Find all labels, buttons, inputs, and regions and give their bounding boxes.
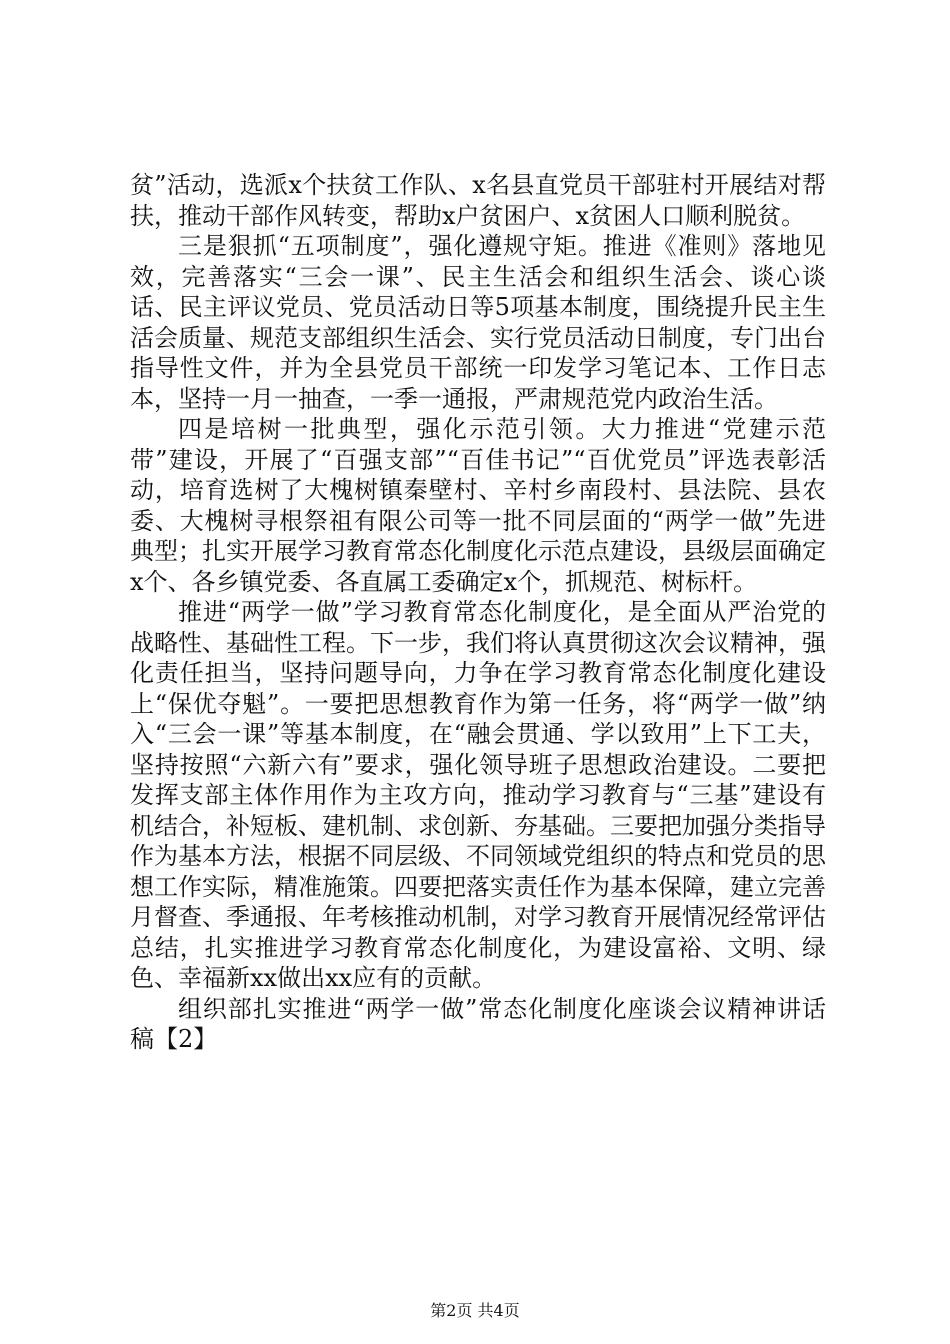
page-number-footer: 第2页 共4页 [430, 1301, 520, 1320]
paragraph-1: 贫”活动，选派x个扶贫工作队、x名县直党员干部驻村开展结对帮扶，推动干部作风转变，帮助x户贫困户、x贫困人口顺利脱贫。 [130, 171, 826, 230]
document-body [130, 170, 826, 1055]
paragraph-3: 四是培树一批典型，强化示范引领。大力推进“党建示范带”建设，开展了“百强支部”“百佳书记”“百优党员”评选表彰活动，培育选树了大槐树镇秦壁村、辛村乡南段村、县法院、县农委、大槐树寻根祭祖有限公司等一批不同层面的“两学一做”先进典型；扎实开展学习教育常态化制度化示范点建设，县级层面确定x个、各乡镇党委、各直属工委确定x个，抓规范、树标杆。 [130, 415, 826, 596]
paragraph-4: 推进“两学一做”学习教育常态化制度化，是全面从严治党的战略性、基础性工程。下一步，我们将认真贯彻这次会议精神，强化责任担当，坚持问题导向，力争在学习教育常态化制度化建设上“保优夺魁”。一要把思想教育作为第一任务，将“两学一做”纳入“三会一课”等基本制度，在“融会贯通、学以致用”上下工夫，坚持按照“六新六有”要求，强化领导班子思想政治建设。二要把发挥支部主体作用作为主攻方向，推动学习教育与“三基”建设有机结合，补短板、建机制、求创新、夯基础。三要把加强分类指导作为基本方法，根据不同层级、不同领域党组织的特点和党员的思想工作实际，精准施策。四要把落实责任作为基本保障，建立完善月督查、季通报、年考核推动机制，对学习教育开展情况经常评估总结，扎实推进学习教育常态化制度化，为建设富裕、文明、绿色、幸福新xx做出xx应有的贡献。 [130, 598, 826, 992]
paragraph-2: 三是狠抓“五项制度”，强化遵规守矩。推进《准则》落地见效，完善落实“三会一课”、民主生活会和组织生活会、谈心谈话、民主评议党员、党员活动日等5项基本制度，围绕提升民主生活会质量、规范支部组织生活会、实行党员活动日制度，专门出台指导性文件，并为全县党员干部统一印发学习笔记本、工作日志本，坚持一月一抽查，一季一通报，严肃规范党内政治生活。 [130, 232, 826, 413]
section-heading: 组织部扎实推进“两学一做”常态化制度化座谈会议精神讲话稿【2】 [130, 994, 826, 1053]
